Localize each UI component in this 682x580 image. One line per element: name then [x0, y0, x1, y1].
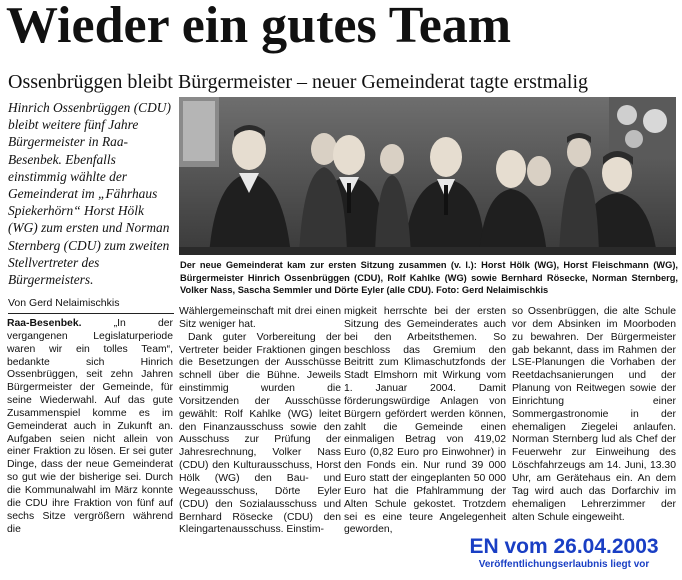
column-3-text: migkeit herrschte bei der ersten Sitzung des Gemeinderates auch bei den Arbeitsthemen. So beschloss das Gremium den Beitritt zum Klimaschutzfonds der Stadt Elmshorn mit Wirkung vom 1. Januar 2004. Damit förderungswürdige Anlagen von Bürgern gefördert werden können, zahlt die Gemeinde einen einmaligen Betrag von 419,02 Euro (0,82 Euro pro Einwohner) in den Fonds ein. Nur rund 39 000 Euro statt der eingeplanten 50 000 Euro hat die Pfahlrammung der Alten Schule gekostet. Trotzdem sei es eine teure Angelegenheit geworden,: [344, 306, 506, 536]
group-photo-image: [179, 97, 676, 255]
column-2-paragraph-1: Wählergemeinschaft mit drei einen Sitz weniger hat.: [179, 306, 341, 330]
article-column-3: [344, 306, 506, 537]
article-column-1: [7, 318, 173, 536]
source-stamp: [452, 535, 676, 571]
subheadline: Ossenbrüggen bleibt Bürgermeister – neuer Gemeinderat tagte erstmalig: [8, 71, 588, 93]
column-2-paragraph-2: Dank guter Vorbereitung der Vertreter beider Fraktionen gingen die Besetzungen der Ausschüsse schnell über die Bühne. Jeweils einstimmig wurden die Vorsitzenden der Ausschüsse gewählt: Rolf Kahlke (WG) leitet den Finanzausschuss sowie den Ausschuss zur Prüfung der Jahresrechnung, Volker Nass (CDU) den Kulturausschuss, Horst Hölk (WG) den Bau- und Wegeausschuss, Dörte Eyler (CDU) den Sozialausschuss und Bernhard Rösecke (CDU) den Kleingartenausschuss. Einstim-: [179, 331, 341, 536]
headline: Wieder ein gutes Team: [6, 0, 512, 54]
permission-note: Veröffentlichungserlaubnis liegt vor: [478, 559, 650, 570]
article-column-4: [512, 306, 676, 524]
source-date: EN vom 26.04.2003: [469, 535, 659, 558]
article-column-2: [179, 306, 341, 537]
column-1-text: „In der vergangenen Legislaturperiode waren wir ein tolles Team“, bedankte sich Hinrich Ossenbrüggen, seit zehn Jahren Bürgermeister der Gemeinde, für seine Wiederwahl. Auf das gute Zusammenspiel komme es im Gemeinderat auch in Zukunft an. Aufgaben seien nicht allein von einer Fraktion zu lösen. Er sei guter Dinge, dass der neue Gemeinderat so gut wie der bisherige sei. Durch die Kommunalwahl im März konnte die CDU ihre Fraktion von fünf auf sechs Sitze vergrößern während die: [7, 318, 173, 535]
dateline: Raa-Besenbek.: [7, 318, 82, 329]
photo-caption: Der neue Gemeinderat kam zur ersten Sitzung zusammen (v. l.): Horst Hölk (WG), Horst Fleischmann (WG), Bürgermeister Hinrich Ossenbrüggen (CDU), Rolf Kahlke (WG) sowie Bernhard Rösecke, Norman Sternberg, Volker Nass, Sascha Semmler und Dörte Eyler (alle CDU). Foto: Gerd Nelaimischkis: [180, 260, 678, 295]
column-4-text: so Ossenbrüggen, die alte Schule vor dem Absinken im Moorboden zu bewahren. Der Bürgermeister gab bekannt, dass im Rahmen der LSE-Planungen die Vorhaben der Reetdachsanierungen und der Planung von Reitwegen sowie der Einrichtung einer Sommergastronomie in der ehemaligen Ziegelei anlaufen. Norman Sternberg lud als Chef der Feuerwehr zur Einweihung des Löschfahrzeugs am 14. Juni, 13.30 Uhr, am Gerätehaus ein. An dem Tag wird auch das Dorfarchiv im ehemaligen Lehrerzimmer der alten Schule eingeweiht.: [512, 306, 676, 523]
byline: Von Gerd Nelaimischkis: [8, 297, 174, 314]
group-photo: [179, 97, 676, 255]
teaser-intro: Hinrich Ossenbrüggen (CDU) bleibt weitere fünf Jahre Bürgermeister in Raa-Besenbek. Ebenfalls einstimmig wählte der Gemeinderat im „Fährhaus Spiekerhörn“ Horst Hölk (WG) zum ersten und Norman Sternberg (CDU) zum zweiten Stellvertreter des Bürgermeisters.: [8, 100, 171, 288]
